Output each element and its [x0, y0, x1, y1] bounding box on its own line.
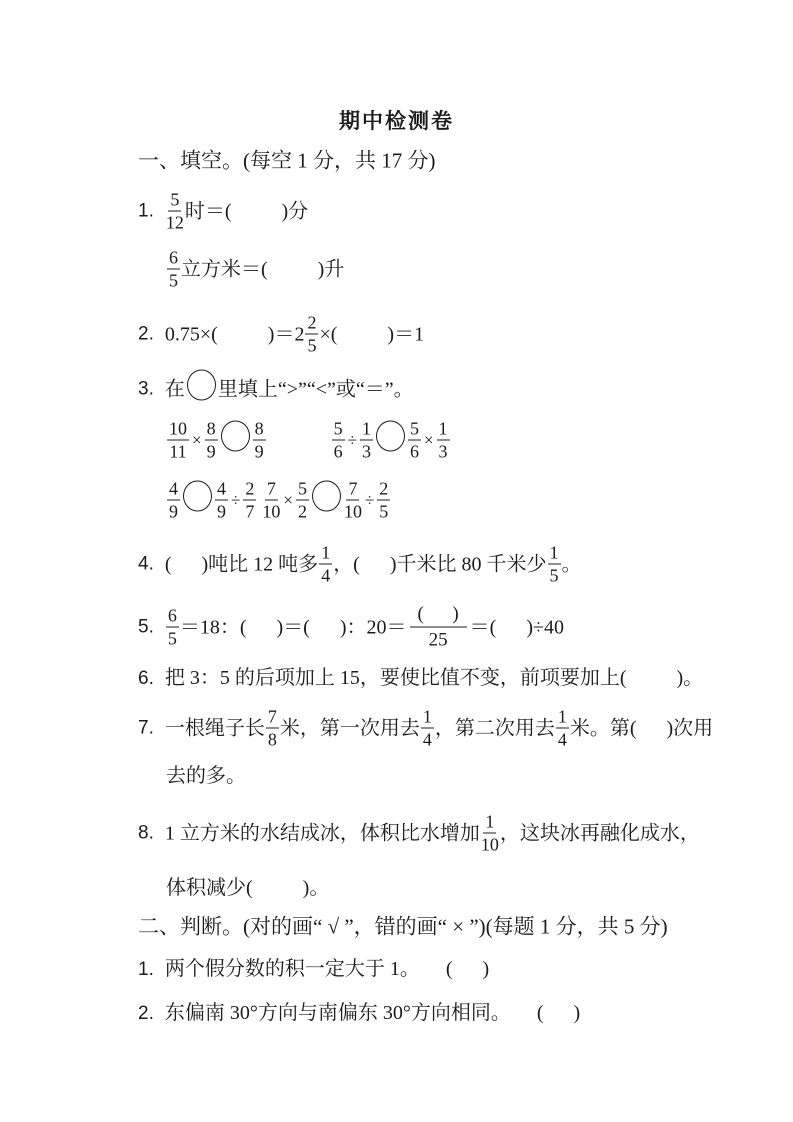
q6-text: 把 3：5 的后项加上 15，要使比值不变，前项要加上( )。	[164, 667, 704, 689]
fraction-denominator: 5	[167, 628, 177, 649]
answer-circle	[187, 370, 216, 401]
q2-line	[138, 314, 424, 355]
q4-text-2: ，( )千米比 80 千米少	[333, 553, 547, 575]
question-number: 2.	[138, 1002, 154, 1024]
fraction-numerator: 1	[557, 706, 567, 727]
question-number: 4.	[138, 553, 154, 575]
fraction-numerator: 7	[348, 478, 358, 499]
question-number: 7.	[138, 717, 154, 739]
q4-text-1: ( )吨比 12 吨多	[164, 553, 319, 575]
question-number: 5.	[138, 616, 154, 638]
fraction	[408, 420, 421, 461]
q8-line-2	[166, 878, 329, 898]
q2-text-2: ×( )＝1	[319, 323, 425, 345]
q7-text-3: ，第二次用去	[434, 717, 555, 739]
page-title: 期中检测卷	[339, 110, 454, 133]
fraction	[215, 480, 228, 521]
fraction	[548, 544, 561, 585]
fraction-denominator: 6	[409, 441, 419, 462]
judgment-blank: ( )	[536, 1002, 581, 1024]
fraction	[243, 480, 256, 521]
q4-text-3: 。	[561, 553, 582, 575]
fraction-numerator: 6	[167, 605, 177, 626]
divide-operator: ÷	[231, 490, 241, 510]
fraction-numerator: 5	[333, 418, 343, 439]
fraction	[421, 708, 434, 749]
question-number: 1.	[138, 200, 154, 222]
fraction-numerator: 1	[422, 706, 432, 727]
fraction-denominator: 8	[267, 729, 277, 750]
fraction-numerator: 2	[379, 478, 389, 499]
fraction-numerator: ( )	[410, 605, 467, 628]
answer-circle	[183, 481, 212, 512]
fraction	[344, 480, 362, 521]
fraction-numerator: 6	[169, 247, 178, 268]
fraction-denominator: 10	[343, 501, 362, 522]
q8-text-1: 1 立方米的水结成冰，体积比水增加	[164, 822, 480, 844]
fraction	[167, 480, 180, 521]
question-number: 1.	[138, 958, 154, 980]
fraction	[296, 480, 309, 521]
answer-circle	[221, 421, 250, 452]
fraction-denominator: 2	[297, 501, 307, 522]
q7-line-2	[166, 766, 246, 786]
fraction-denominator: 4	[422, 729, 432, 750]
fraction-denominator: 25	[428, 629, 448, 651]
fraction	[167, 420, 189, 461]
fraction-denominator: 5	[379, 501, 389, 522]
s2-q1-line	[138, 959, 489, 979]
question-number: 2.	[138, 323, 154, 345]
fraction-numerator: 7	[266, 478, 276, 499]
fraction-denominator: 10	[480, 834, 499, 855]
q1-text-1: 时＝( )分	[184, 200, 309, 222]
section-1-heading-text: 一、填空。(每空 1 分，共 17 分)	[138, 148, 436, 173]
section-2-heading-text: 二、判断。(对的画“ √ ”，错的画“ × ”)(每题 1 分，共 5 分)	[138, 914, 668, 939]
fraction-denominator: 4	[557, 729, 567, 750]
q8-text-2: ，这块冰再融化成水，	[499, 822, 700, 844]
q3-row-2	[166, 480, 391, 521]
fraction	[481, 813, 499, 854]
fraction-numerator: 1	[321, 542, 331, 563]
answer-circle	[312, 481, 341, 512]
q8-line-1	[138, 813, 700, 854]
fraction-denominator: 9	[217, 501, 226, 522]
divide-operator: ÷	[364, 490, 375, 510]
q8-text-3: 体积减少( )。	[166, 877, 330, 899]
q3-text-1: 在	[164, 378, 185, 400]
fraction-denominator: 12	[165, 212, 184, 233]
fraction-numerator: 5	[297, 478, 307, 499]
fraction-denominator: 5	[307, 335, 317, 356]
fraction	[377, 480, 390, 521]
q5-line	[138, 605, 564, 650]
fraction	[166, 607, 179, 648]
fraction	[262, 480, 280, 521]
fraction-denominator: 3	[438, 441, 448, 462]
fraction-numerator: 1	[361, 418, 371, 439]
section-2-heading	[138, 914, 668, 939]
q7-text-1: 一根绳子长	[164, 717, 265, 739]
q3-heading	[138, 370, 414, 409]
q1-text-2: 立方米＝( )升	[181, 258, 345, 280]
multiply-operator: ×	[283, 490, 293, 510]
fraction-denominator: 7	[245, 501, 255, 522]
s2-q2-text: 东偏南 30°方向与南偏东 30°方向相同。	[164, 1002, 511, 1024]
fraction-numerator: 8	[206, 418, 216, 439]
fraction	[266, 708, 279, 749]
fraction-numerator: 4	[169, 478, 178, 499]
multiply-operator: ×	[423, 430, 434, 450]
q7-text-2: 米，第一次用去	[279, 717, 420, 739]
q6-line	[138, 668, 703, 688]
q7-text-5: 去的多。	[166, 765, 246, 787]
fraction	[319, 544, 332, 585]
fraction	[360, 420, 373, 461]
fraction	[167, 249, 180, 290]
fraction-denominator: 11	[169, 441, 187, 462]
answer-circle	[376, 421, 405, 452]
question-number: 3.	[138, 378, 154, 400]
fraction	[305, 314, 318, 355]
fraction	[556, 708, 569, 749]
q3-row-1	[166, 420, 451, 461]
q1-line-2	[166, 249, 344, 290]
question-number: 8.	[138, 822, 154, 844]
fraction-numerator: 10	[169, 418, 187, 439]
mixed-number	[294, 314, 319, 355]
fraction	[332, 420, 345, 461]
fraction-numerator: 5	[409, 418, 419, 439]
section-1-heading	[138, 148, 436, 173]
fraction-denominator: 6	[333, 441, 343, 462]
fraction-numerator: 2	[307, 312, 317, 333]
q4-line	[138, 544, 582, 585]
fraction-numerator: 1	[549, 542, 559, 563]
fraction	[166, 191, 184, 232]
fraction-numerator: 7	[267, 706, 277, 727]
q7-text-4: 米。第( )次用	[569, 717, 714, 739]
fraction	[437, 420, 450, 461]
fraction-denominator: 3	[361, 441, 371, 462]
fraction-numerator: 1	[485, 811, 495, 832]
q7-line-1	[138, 708, 713, 749]
fraction	[253, 420, 266, 461]
fraction-numerator: 4	[217, 478, 226, 499]
q5-text-1: ＝18：( )＝( )：20＝	[179, 616, 407, 638]
question-number: 6.	[138, 667, 154, 689]
fraction-denominator: 5	[549, 565, 559, 586]
fraction-numerator: 2	[245, 478, 255, 499]
fraction-denominator: 4	[321, 565, 331, 586]
fraction-numerator: 8	[254, 418, 264, 439]
fraction-denominator: 9	[206, 441, 216, 462]
fraction	[205, 420, 218, 461]
q2-text-1: 0.75×( )＝	[164, 323, 295, 345]
fraction-denominator: 9	[254, 441, 264, 462]
q3-text-2: 里填上“>”“<”或“＝”。	[217, 378, 414, 400]
s2-q1-text: 两个假分数的积一定大于 1。	[164, 958, 420, 980]
q1-line-1	[138, 191, 308, 232]
blank-fraction	[410, 605, 467, 650]
fraction-denominator: 10	[262, 501, 281, 522]
q5-text-2: ＝( )÷40	[469, 616, 564, 638]
mixed-whole: 2	[294, 323, 305, 345]
divide-operator: ÷	[347, 430, 357, 450]
fraction-numerator: 1	[438, 418, 448, 439]
judgment-blank: ( )	[445, 958, 490, 980]
multiply-operator: ×	[192, 430, 202, 450]
fraction-denominator: 5	[169, 270, 178, 291]
fraction-numerator: 5	[170, 189, 180, 210]
fraction-denominator: 9	[169, 501, 178, 522]
s2-q2-line	[138, 1003, 580, 1023]
